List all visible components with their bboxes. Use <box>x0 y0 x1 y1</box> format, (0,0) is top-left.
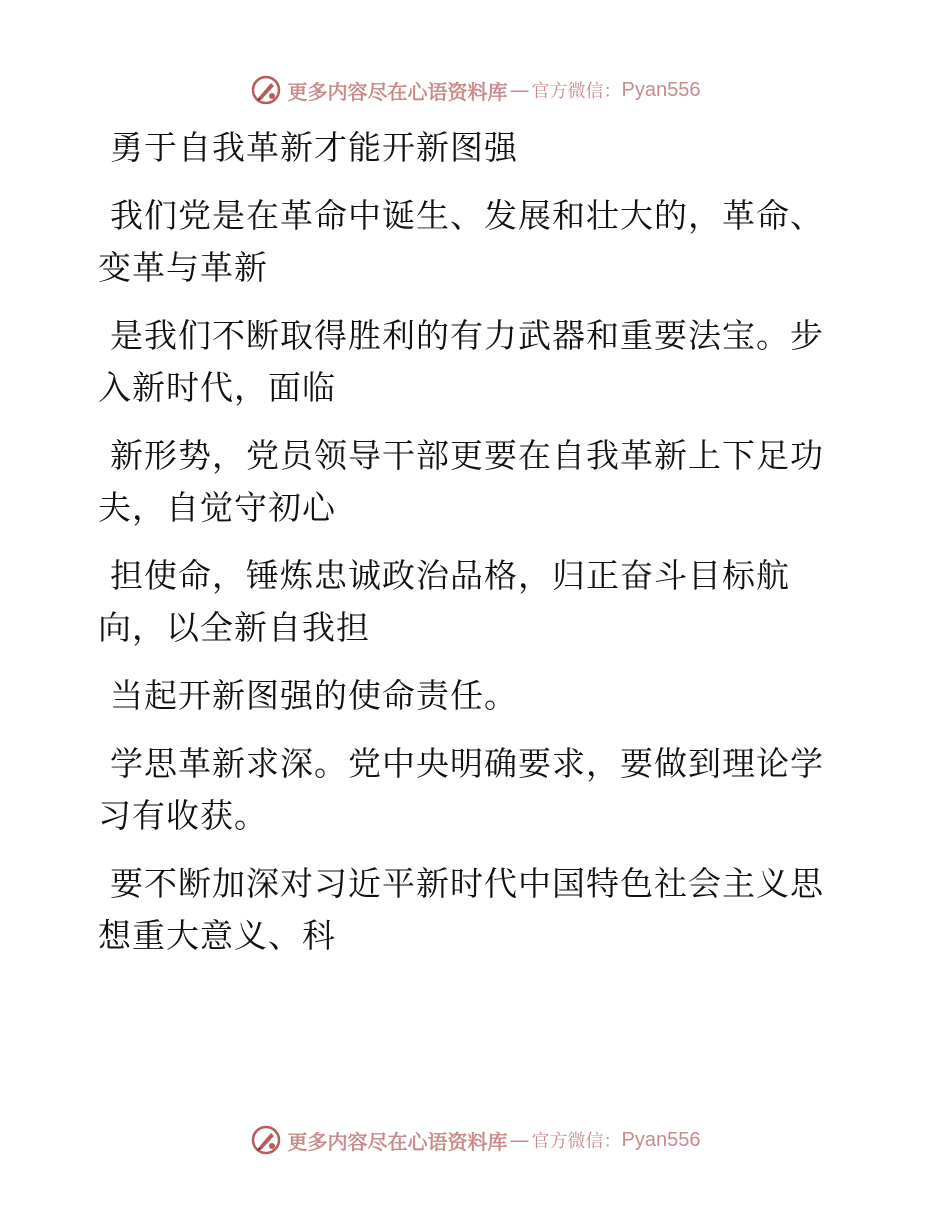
watermark-wechat-label: 官方微信： <box>531 1131 622 1152</box>
pen-nib-logo-icon <box>250 74 282 106</box>
paragraph: 是我们不断取得胜利的有力武器和重要法宝。步入新时代，面临 <box>98 316 824 407</box>
header-watermark <box>0 70 950 110</box>
paragraph: 担使命，锤炼忠诚政治品格，归正奋斗目标航向，以全新自我担 <box>98 556 790 647</box>
watermark-wechat-handle: Pyan556 <box>621 1128 701 1151</box>
paragraph: 新形势，党员领导干部更要在自我革新上下足功夫，自觉守初心 <box>98 436 824 527</box>
document-title: 勇于自我革新才能开新图强 <box>110 128 518 167</box>
watermark-wechat-handle: Pyan556 <box>621 78 701 101</box>
watermark-wechat-label: 官方微信： <box>531 81 622 102</box>
document-body <box>98 122 838 978</box>
paragraph: 学思革新求深。党中央明确要求，要做到理论学习有收获。 <box>98 744 824 835</box>
watermark-site-text: 更多内容尽在心语资料库 <box>287 1129 508 1154</box>
watermark-dash: — <box>509 78 530 102</box>
pen-nib-logo-icon <box>250 1124 282 1156</box>
watermark-site-text: 更多内容尽在心语资料库 <box>287 79 508 104</box>
paragraph: 当起开新图强的使命责任。 <box>110 676 518 715</box>
footer-watermark <box>0 1120 950 1160</box>
paragraph: 我们党是在革命中诞生、发展和壮大的，革命、变革与革新 <box>98 196 824 287</box>
watermark-dash: — <box>509 1128 530 1152</box>
paragraph: 要不断加深对习近平新时代中国特色社会主义思想重大意义、科 <box>98 864 824 955</box>
